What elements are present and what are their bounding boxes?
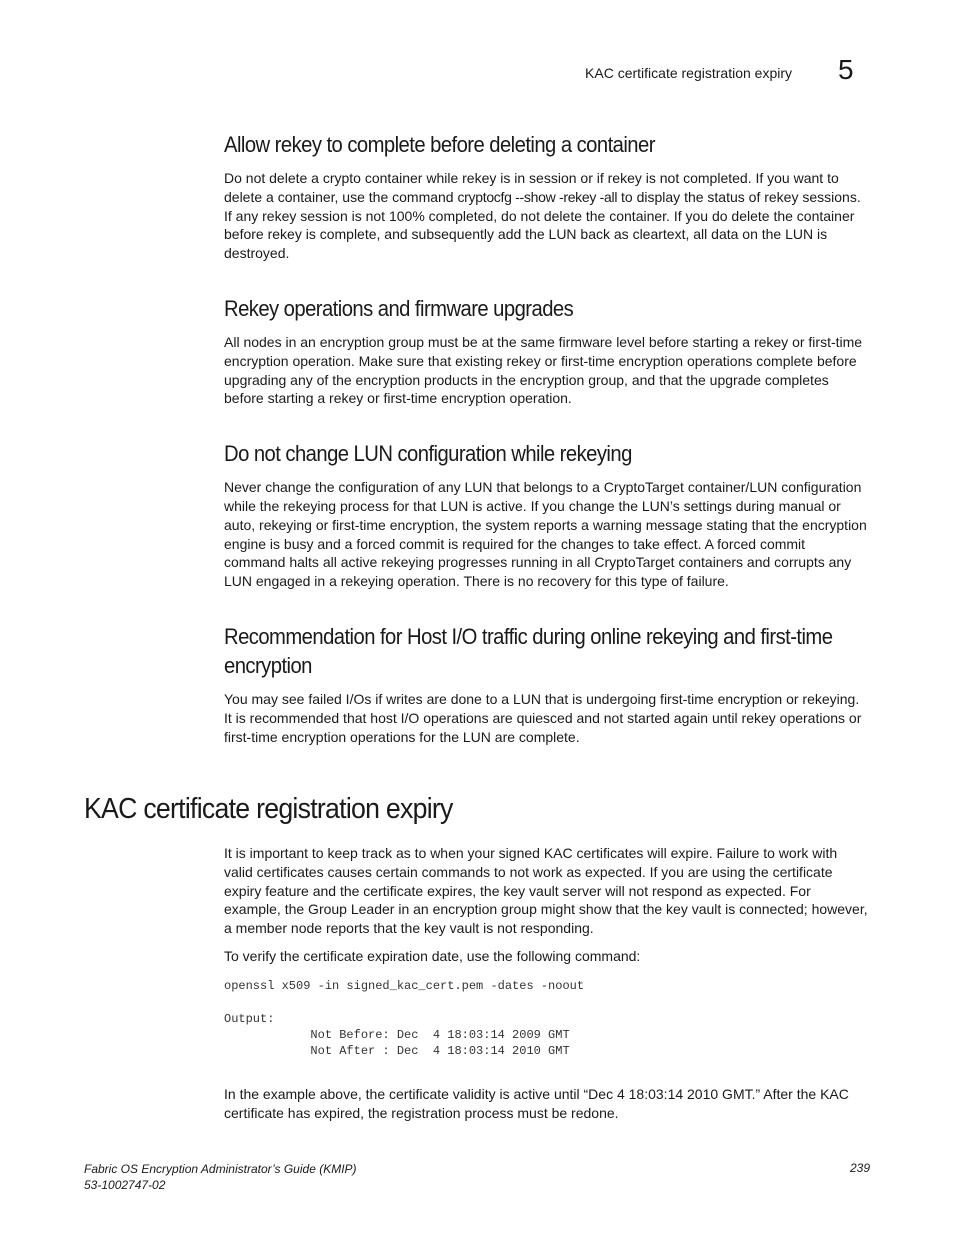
section-heading: Rekey operations and firmware upgrades <box>224 295 574 321</box>
paragraph: In the example above, the certificate validity is active until “Dec 4 18:03:14 2010 GMT.” After the KAC certificate has expired, the registration process must be redone. <box>224 1085 849 1121</box>
section-lun-configuration <box>224 439 869 591</box>
code-output-line: Not Before: Dec 4 18:03:14 2009 GMT <box>224 1027 570 1042</box>
section-paragraph: Never change the configuration of any LUN that belongs to a CryptoTarget container/LUN configuration while the rekeying process for that LUN is active. If you change the LUN’s settings during manual or auto, rekeying or first-time encryption, the system reports a warning message stating that the encryption engine is busy and a forced commit is required for the changes to take effect. A forced commit command halts all active rekeying progresses running in all CryptoTarget containers and corrupts any LUN engaged in a rekeying operation. There is no recovery for this type of failure. <box>224 479 867 590</box>
paragraph: It is important to keep track as to when your signed KAC certificates will expire. Failure to work with valid certificates causes certain commands to not work as expected. If you are using the certificate expiry feature and the certificate expires, the key vault server will not respond as expected. For example, the Group Leader in an encryption group might show that the key vault is connected; however, a member node reports that the key vault is not responding. <box>224 845 868 937</box>
paragraph-text: Do not delete a crypto container while rekey is in session or if rekey is not completed. If you want to delete a container, use the command <box>224 170 839 205</box>
code-output-label: Output: <box>224 1011 275 1026</box>
paragraph: To verify the certificate expiration date, use the following command: <box>224 947 641 964</box>
section-host-io-recommendation <box>224 622 869 746</box>
section-paragraph: All nodes in an encryption group must be at the same firmware level before starting a rekey or first-time encryption operation. Make sure that existing rekey or first-time encryption operations complete before upgrading any of the encryption products in the encryption group, and that the upgrade completes before starting a rekey or first-time encryption operation. <box>224 333 863 407</box>
section-paragraph: You may see failed I/Os if writes are done to a LUN that is undergoing first-time encryption or rekeying. It is recommended that host I/O operations are quiesced and not started again until rekey operations or first-time encryption operations for the LUN are complete. <box>224 690 862 745</box>
footer-left <box>84 1161 357 1193</box>
paragraph-text: to display the status of rekey sessions. If any rekey session is not 100% completed, do not delete the container. If you do delete the container before rekey is complete, and subsequently add the LUN back as cleartext, all data on the LUN is destroyed. <box>224 188 861 262</box>
code-output-line: Not After : Dec 4 18:03:14 2010 GMT <box>224 1043 570 1058</box>
section-paragraph <box>224 169 869 263</box>
section-heading: Do not change LUN configuration while rekeying <box>224 441 632 467</box>
main-section-title: KAC certificate registration expiry <box>84 793 453 825</box>
running-header-title: KAC certificate registration expiry <box>585 65 792 81</box>
inline-command: cryptocfg --show -rekey -all <box>457 188 618 205</box>
main-section-body <box>224 844 869 1131</box>
section-rekey-before-delete <box>224 130 869 263</box>
footer-doc-title: Fabric OS Encryption Administrator’s Guide (KMIP) <box>84 1162 357 1176</box>
section-firmware-upgrades <box>224 294 869 408</box>
footer-doc-number: 53-1002747-02 <box>84 1178 166 1192</box>
section-heading: Allow rekey to complete before deleting a container <box>224 132 655 157</box>
footer-page-number: 239 <box>849 1161 870 1175</box>
code-command: openssl x509 -in signed_kac_cert.pem -dates -noout <box>224 978 585 993</box>
subsections <box>224 130 869 777</box>
section-heading: Recommendation for Host I/O traffic during online rekeying and first-time encryption <box>224 623 833 678</box>
chapter-number: 5 <box>838 54 854 85</box>
